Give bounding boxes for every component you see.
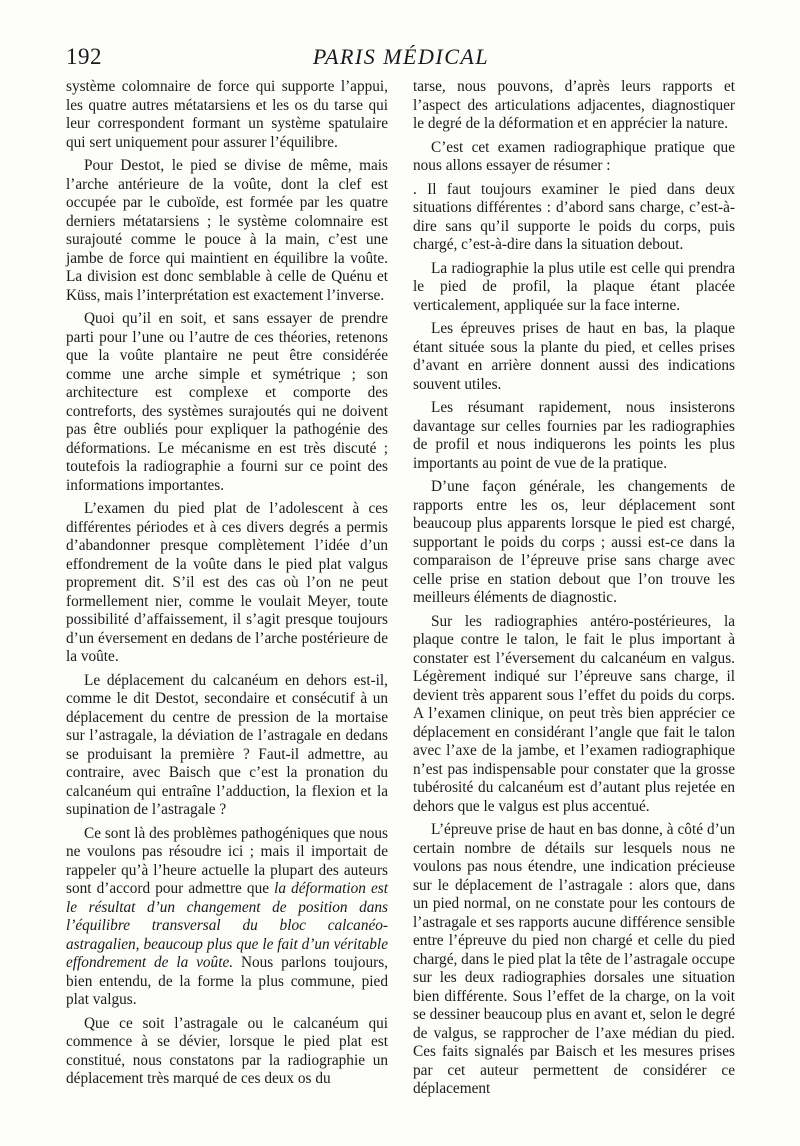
paragraph: Le déplacement du calcanéum en dehors est-il, comme le dit Destot, secondaire et consécutif à un déplacement du centre de pression de la mortaise sur l’astragale, la déviation de l’astragale en dedans se produisant la première ? Faut-il admettre, au contraire, avec Baisch que c’est la pronation du calcanéum qui entraîne l’adduction, la flexion et la supination de l’astragale ? <box>66 671 388 818</box>
paragraph-with-emphasis <box>66 825 388 1010</box>
paragraph: Les épreuves prises de haut en bas, la plaque étant située sous la plante du pied, et celles prises d’avant en arrière donnent aussi des indications souvent utiles. <box>413 320 735 393</box>
page-header <box>66 42 736 74</box>
right-column <box>413 78 735 1099</box>
paragraph: Que ce soit l’astragale ou le calcanéum qui commence à se dévier, lorsque le pied plat est constitué, nous constatons par la radiographie un déplacement très marqué de ces deux os du <box>66 1014 388 1087</box>
running-title: PARIS MÉDICAL <box>312 44 490 69</box>
paragraph-text: Ce sont là des problèmes pathogéniques que nous ne voulons pas résoudre ici ; mais il importait de rappeler qu’à l’heure actuelle la plupart des auteurs sont d’accord pour admettre que <box>66 824 388 897</box>
paragraph: Pour Destot, le pied se divise de même, mais l’arche antérieure de la voûte, dont la clef est occupée par le cuboïde, est formée par les quatre derniers métatarsiens ; le système colomnaire est surajouté comme le pouce à la main, c’est une jambe de force qui maintient en équilibre la voûte. La division est donc semblable à celle de Quénu et Küss, mais l’interprétation est exactement l’inverse. <box>66 157 388 304</box>
paragraph: Sur les radiographies antéro-postérieures, la plaque contre le talon, le fait le plus important à constater est l’éversement du calcanéum en valgus. Légèrement indiqué sur l’épreuve sans charge, il devient très apparent sous l’effet du poids du corps. A l’examen clinique, on peut très bien apprécier ce déplacement en considérant l’angle que fait le talon avec l’axe de la jambe, et l’examen radiographique n’est pas indispensable pour constater que la grosse tubérosité du calcanéum est d’autant plus rejetée en dehors que le valgus est plus accentué. <box>413 612 735 815</box>
paragraph: système colomnaire de force qui supporte l’appui, les quatre autres métatarsiens et les os du tarse qui leur correspondent formant un système spatulaire qui sert uniquement pour assurer l’équilibre. <box>66 78 388 151</box>
emphasized-text: la déformation est le résultat d’un changement de position dans l’équilibre transversal du bloc calcanéo-astragalien, beaucoup plus que le fait d’un véritable effondrement de la voûte. <box>66 880 388 971</box>
paragraph: La radiographie la plus utile est celle qui prendra le pied de profil, la plaque étant placée verticalement, appliquée sur la face interne. <box>413 259 735 314</box>
paragraph: D’une façon générale, les changements de rapports entre les os, leur déplacement sont beaucoup plus apparents lorsque le pied est chargé, supportant le poids du corps ; aussi est-ce dans la comparaison de l’épreuve prise sans charge avec celle prise en station debout que l’on trouve les meilleurs éléments de diagnostic. <box>413 478 735 606</box>
paragraph: L’épreuve prise de haut en bas donne, à côté d’un certain nombre de détails sur lesquels nous ne voulons pas nous étendre, une indication précieuse sur le déplacement de l’astragale : alors que, dans un pied normal, on ne constate pour les contours de l’astragale et ses rapports aucune différence sensible entre l’épreuve du pied non chargé et celle du pied chargé, dans le pied plat la tête de l’astragale occupe sur les deux radiographies dorsales une situation bien différente. Sous l’effet de la charge, on la voit se dessiner beaucoup plus en avant et, selon le degré de valgus, se rapprocher de l’axe médian du pied. Ces faits signalés par Baisch et les mesures prises par cet auteur permettent de considérer ce déplacement <box>413 821 735 1097</box>
paragraph: L’examen du pied plat de l’adolescent à ces différentes périodes et à ces divers degrés a permis d’abandonner presque complètement l’idée d’un effondrement de la voûte dans le pied plat valgus proprement dit. S’il est des cas où l’on ne peut formellement nier, comme le voulait Meyer, toute possibilité d’affaissement, il s’agit presque toujours d’un éversement en dedans de l’arche postérieure de la voûte. <box>66 500 388 665</box>
paragraph: Quoi qu’il en soit, et sans essayer de prendre parti pour l’une ou l’autre de ces théories, retenons que la voûte plantaire ne peut être considérée comme une arche simple et symétrique ; son architecture est complexe et comporte des contreforts, des systèmes surajoutés qui ne doivent pas être oubliés pour expliquer la pathogénie des déformations. Le mécanisme en est très discuté ; toutefois la radiographie a fourni sur ce point des informations importantes. <box>66 310 388 494</box>
paragraph: C’est cet examen radiographique pratique que nous allons essayer de résumer : <box>413 138 735 174</box>
paragraph-text: Nous parlons toujours, bien entendu, de la forme la plus commune, pied plat valgus. <box>66 954 388 1008</box>
left-column <box>66 78 388 1089</box>
paragraph: tarse, nous pouvons, d’après leurs rapports et l’aspect des articulations adjacentes, diagnostiquer le degré de la déformation et en apprécier la nature. <box>413 78 735 132</box>
page-number: 192 <box>66 44 102 69</box>
paragraph: Les résumant rapidement, nous insisterons davantage sur celles fournies par les radiographies de profil et nous indiquerons les points les plus importants au point de vue de la pratique. <box>413 399 735 472</box>
paragraph: . Il faut toujours examiner le pied dans deux situations différentes : d’abord sans charge, c’est-à-dire sans qu’il supporte le poids du corps, puis chargé, c’est-à-dire dans la situation debout. <box>413 180 735 253</box>
